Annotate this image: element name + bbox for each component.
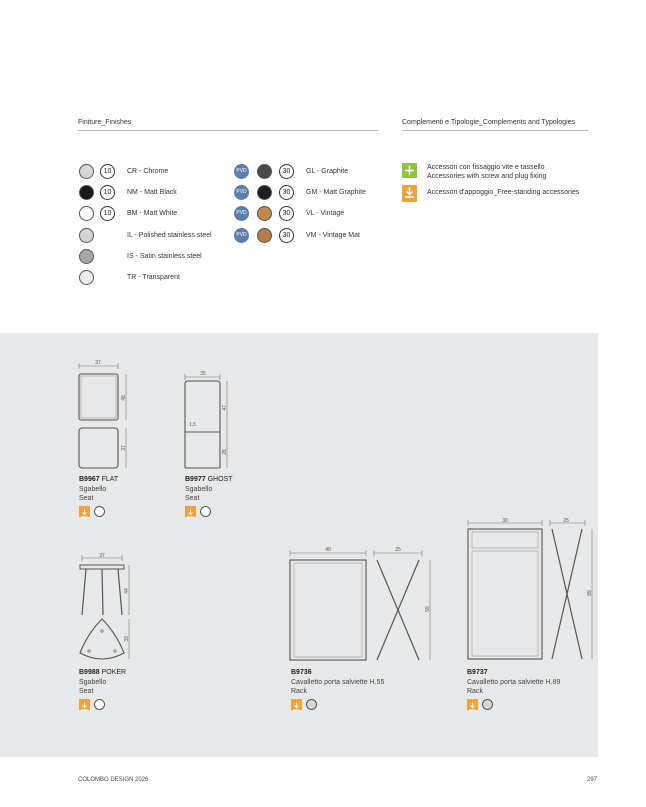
price-group-badge: 10 — [100, 185, 115, 200]
flat-width-dim: 37 — [95, 360, 101, 366]
product-code-b9737: B9737 — [467, 669, 488, 676]
rack-h55-depth-dim: 25 — [395, 547, 401, 553]
complements-title: Complementi e Tipologie_Complements and Typologies — [402, 119, 576, 126]
ghost-thickness-dim: 1,5 — [189, 422, 196, 428]
finish-swatch — [94, 699, 105, 710]
rack-h55-width-dim: 40 — [325, 547, 331, 553]
ghost-depth-dim: 28 — [222, 449, 228, 455]
product-desc-b9737: Cavalletto porta salviette H.89 Rack — [467, 679, 561, 695]
free-standing-icon — [291, 699, 302, 710]
poker-depth-dim: 33 — [124, 636, 130, 642]
rack-h55-drawing — [282, 543, 442, 665]
finish-swatch — [79, 228, 94, 243]
footer-brand: COLOMBO DESIGN 2026 — [78, 777, 149, 783]
finish-label: IL - Polished stainless steel — [127, 232, 212, 239]
finish-swatch — [200, 506, 211, 517]
finish-label: VL - Vintage — [306, 210, 345, 217]
finish-label: GL - Graphite — [306, 168, 349, 175]
free-standing-icon — [402, 185, 417, 200]
complement-line: Accessori d'appoggio_Free-standing accessories — [427, 189, 580, 196]
price-group-badge: 30 — [279, 206, 294, 221]
finish-swatch — [257, 228, 272, 243]
rack-h89-height-dim: 89 — [587, 590, 593, 596]
rack-h55-height-dim: 55 — [425, 606, 431, 612]
flat-depth-dim: 37 — [121, 445, 127, 451]
finish-swatch — [94, 506, 105, 517]
finish-label: CR - Chrome — [127, 168, 169, 175]
ghost-width-dim: 35 — [200, 371, 206, 377]
poker-width-dim: 37 — [99, 553, 105, 559]
finish-label: VM - Vintage Mat — [306, 232, 360, 239]
finish-swatch — [79, 185, 94, 200]
pvd-badge: PVD — [234, 185, 249, 200]
finishes-rule — [78, 130, 378, 131]
finish-label: NM - Matt Black — [127, 189, 177, 196]
screw-plug-fixing-icon — [402, 163, 417, 178]
free-standing-underline — [402, 200, 417, 202]
pvd-badge: PVD — [234, 164, 249, 179]
free-standing-icon — [79, 699, 90, 710]
product-desc-b9736: Cavalletto porta salviette H.55 Rack — [291, 679, 385, 695]
complements-rule — [402, 130, 588, 131]
ghost-height-dim: 47 — [222, 405, 228, 411]
rack-h89-depth-dim: 25 — [563, 518, 569, 524]
complement-line: Accessories with screw and plug fixing — [427, 173, 547, 180]
pvd-badge: PVD — [234, 228, 249, 243]
poker-height-dim: 44 — [124, 588, 130, 594]
free-standing-icon — [185, 506, 196, 517]
product-desc-poker: Sgabello Seat — [79, 679, 107, 695]
flat-stool-drawing — [70, 358, 130, 473]
product-code-flat: B9967 FLAT — [79, 476, 119, 483]
pvd-badge: PVD — [234, 206, 249, 221]
page-number: 297 — [587, 777, 598, 783]
complement-line: Accessori con fissaggio vite e tassello — [427, 164, 545, 171]
price-group-badge: 10 — [100, 164, 115, 179]
finish-swatch — [482, 699, 493, 710]
product-code-ghost: B9977 GHOST — [185, 476, 233, 483]
price-group-badge: 30 — [279, 164, 294, 179]
finish-label: TR - Transparent — [127, 274, 180, 281]
finish-swatch — [257, 185, 272, 200]
price-group-badge: 30 — [279, 228, 294, 243]
rack-h89-width-dim: 30 — [502, 518, 508, 524]
finish-swatch — [79, 270, 94, 285]
complement-text — [427, 163, 546, 181]
finish-swatch — [79, 206, 94, 221]
finish-label: GM - Matt Graphite — [306, 189, 366, 196]
price-group-badge: 30 — [279, 185, 294, 200]
finishes-title: Finiture_Finishes — [78, 119, 132, 126]
finish-label: BM - Matt White — [127, 210, 178, 217]
finish-swatch — [257, 164, 272, 179]
ghost-stool-drawing — [175, 368, 235, 473]
poker-stool-drawing — [72, 553, 137, 668]
flat-height-dim: 48 — [121, 395, 127, 401]
finish-swatch — [257, 206, 272, 221]
product-desc-ghost: Sgabello Seat — [185, 486, 213, 502]
finish-label: IS - Satin stainless steel — [127, 253, 202, 260]
product-code-poker: B9988 POKER — [79, 669, 127, 676]
finish-swatch — [79, 164, 94, 179]
free-standing-icon — [79, 506, 90, 517]
finish-swatch — [79, 249, 94, 264]
finish-swatch — [306, 699, 317, 710]
free-standing-icon — [467, 699, 478, 710]
rack-h89-drawing — [460, 515, 600, 665]
price-group-badge: 10 — [100, 206, 115, 221]
product-code-b9736: B9736 — [291, 669, 312, 676]
product-desc-flat: Sgabello Seat — [79, 486, 107, 502]
